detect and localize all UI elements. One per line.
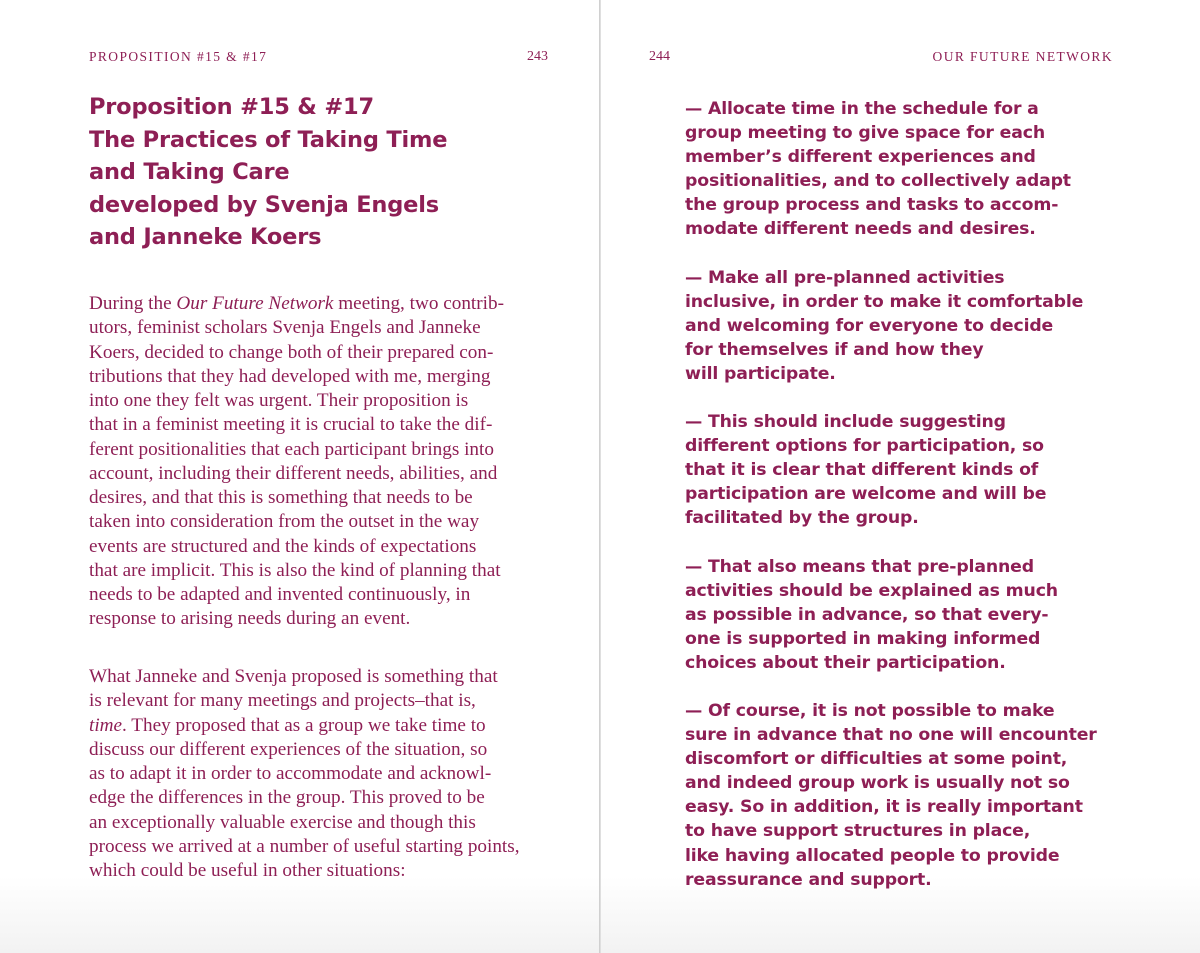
title-line: and Janneke Koers	[89, 224, 322, 251]
paragraph-line: tributions that they had developed with me, merging	[89, 365, 491, 387]
list-item	[685, 555, 1135, 675]
list-line: activities should be explained as much	[685, 580, 1058, 601]
list-line: easy. So in addition, it is really important	[685, 797, 1083, 818]
list-line: as possible in advance, so that every-	[685, 604, 1049, 625]
paragraph-line	[89, 292, 569, 316]
list-line: modate different needs and desires.	[685, 219, 1036, 240]
list-line: and welcoming for everyone to decide	[685, 315, 1054, 336]
title-line: developed by Svenja Engels	[89, 191, 439, 218]
list-item	[685, 699, 1135, 892]
paragraph-line: into one they felt was urgent. Their proposition is	[89, 390, 469, 411]
paragraph-line: account, including their different needs, abilities, and	[89, 462, 498, 484]
paragraph-line: utors, feminist scholars Svenja Engels and Janneke	[89, 317, 481, 339]
practice-list	[685, 97, 1135, 916]
list-line: member’s different experiences and	[685, 147, 1036, 168]
paragraph-line: that are implicit. This is also the kind of planning that	[89, 559, 501, 581]
list-line: to have support structures in place,	[685, 821, 1031, 842]
title-line: Proposition #15 & #17	[89, 94, 374, 120]
paragraph-line: discuss our different experiences of the situation, so	[89, 738, 488, 760]
intro-paragraph	[89, 292, 569, 632]
paragraph-line: Koers, decided to change both of their prepared con-	[89, 341, 494, 363]
paragraph-line: that in a feminist meeting it is crucial to take the dif-	[89, 414, 493, 436]
list-line: one is supported in making informed	[685, 628, 1041, 649]
paragraph-line: an exceptionally valuable exercise and though this	[89, 811, 476, 833]
paragraph-line	[89, 714, 569, 738]
list-line: choices about their participation.	[685, 652, 1006, 673]
paragraph-line: as to adapt it in order to accommodate and acknowl-	[89, 763, 492, 784]
text-run: meeting, two contrib-	[333, 293, 504, 314]
time-italic: time	[89, 714, 123, 736]
list-line: the group process and tasks to accom-	[685, 195, 1059, 216]
list-item	[685, 410, 1135, 530]
paragraph-line: desires, and that this is something that needs to be	[89, 487, 473, 508]
list-line: facilitated by the group.	[685, 508, 919, 529]
left-page-number: 243	[527, 49, 548, 64]
paragraph-line: edge the differences in the group. This proved to be	[89, 787, 485, 809]
list-line: will participate.	[685, 363, 836, 384]
text-run: During the	[89, 293, 177, 314]
title-line: and Taking Care	[89, 159, 290, 186]
network-title-italic: Our Future Network	[176, 293, 334, 314]
left-running-head: PROPOSITION #15 & #17	[89, 49, 268, 64]
list-line: and indeed group work is usually not so	[685, 773, 1070, 794]
right-running-head: OUR FUTURE NETWORK	[932, 49, 1113, 64]
list-line: — Allocate time in the schedule for a	[685, 99, 1039, 119]
list-line: inclusive, in order to make it comfortable	[685, 291, 1084, 312]
list-line: positionalities, and to collectively adapt	[685, 171, 1071, 192]
paragraph-line: events are structured and the kinds of expectations	[89, 535, 477, 557]
list-line: discomfort or difficulties at some point,	[685, 749, 1068, 770]
paragraph-line: ferent positionalities that each participant brings into	[89, 438, 494, 460]
paragraph-line: response to arising needs during an event.	[89, 608, 411, 630]
paragraph-line: taken into consideration from the outset in the way	[89, 511, 480, 533]
list-line: sure in advance that no one will encounter	[685, 725, 1097, 746]
right-page-number: 244	[649, 49, 670, 64]
title-line: The Practices of Taking Time	[89, 126, 448, 153]
paragraph-line: needs to be adapted and invented continuously, in	[89, 584, 471, 605]
list-item	[685, 266, 1135, 386]
list-line: like having allocated people to provide	[685, 845, 1060, 866]
paragraph-line: is relevant for many meetings and projects–that is,	[89, 690, 476, 712]
list-line: different options for participation, so	[685, 436, 1044, 457]
list-line: reassurance and support.	[685, 869, 932, 890]
list-line: — Make all pre-planned activities	[685, 267, 1005, 288]
list-line: participation are welcome and will be	[685, 484, 1047, 505]
proposition-title	[89, 91, 569, 254]
list-line: — Of course, it is not possible to make	[685, 700, 1055, 721]
list-line: for themselves if and how they	[685, 339, 984, 360]
paragraph-line: process we arrived at a number of useful starting points,	[89, 835, 520, 857]
list-line: group meeting to give space for each	[685, 123, 1045, 144]
list-item	[685, 97, 1135, 242]
paragraph-line: What Janneke and Svenja proposed is something that	[89, 666, 498, 687]
text-run: . They proposed that as a group we take time to	[122, 714, 486, 736]
paragraph-line: which could be useful in other situations:	[89, 860, 406, 881]
second-paragraph	[89, 665, 569, 883]
list-line: — That also means that pre-planned	[685, 556, 1034, 577]
list-line: that it is clear that different kinds of	[685, 460, 1039, 481]
list-line: — This should include suggesting	[685, 412, 1006, 433]
